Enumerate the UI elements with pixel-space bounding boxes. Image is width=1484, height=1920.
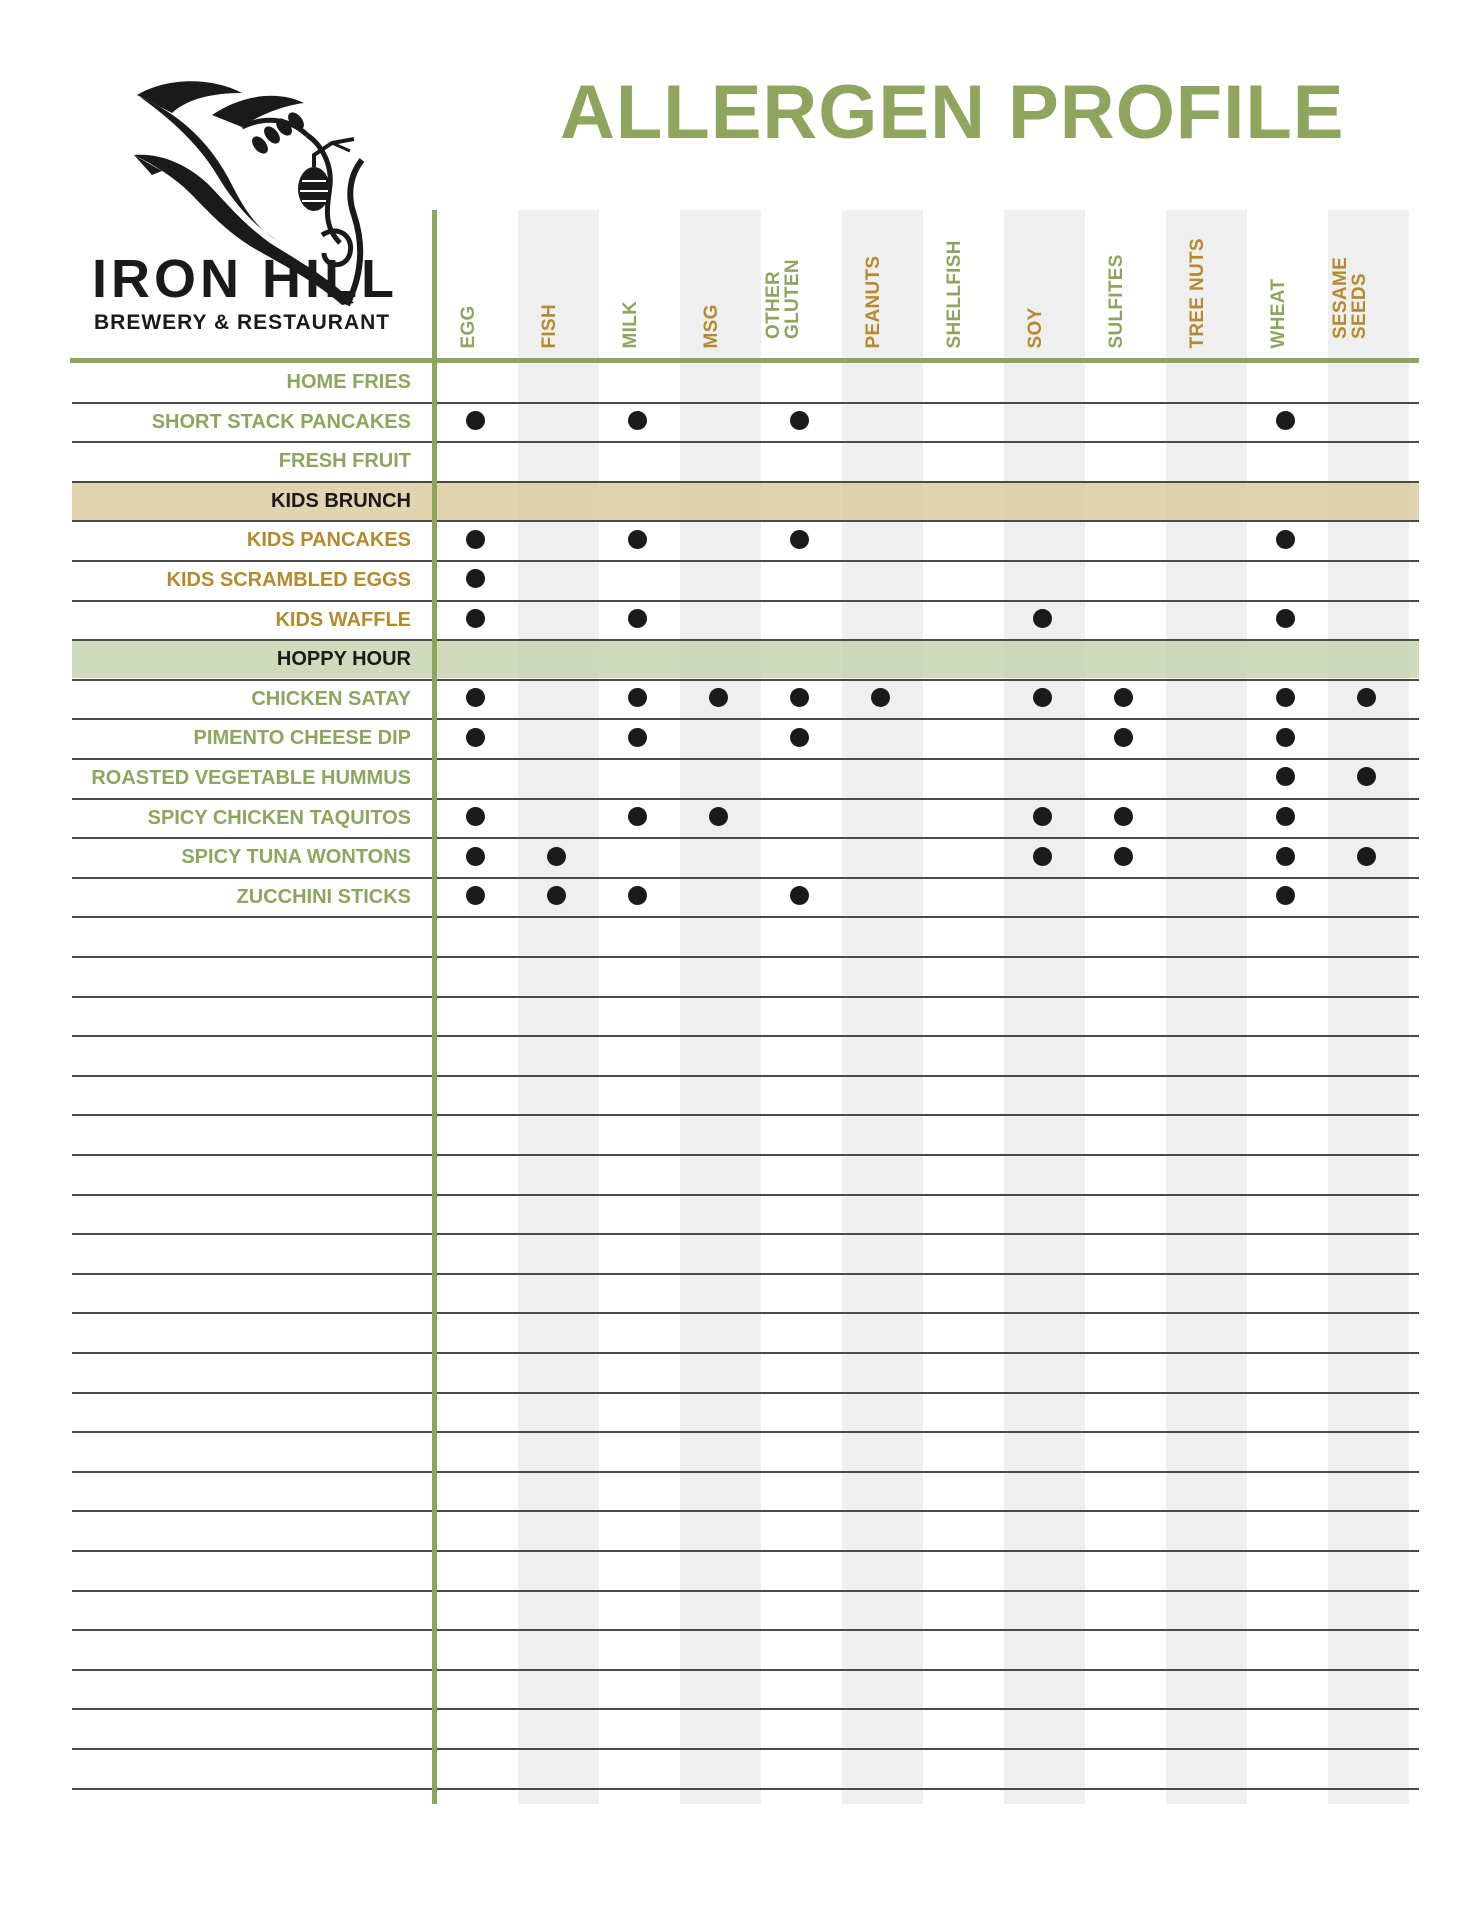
- row-divider: [72, 1392, 1419, 1394]
- row-divider: [72, 1629, 1419, 1631]
- allergen-dot-egg: [466, 530, 485, 549]
- allergen-dot-wheat: [1276, 530, 1295, 549]
- row-divider: [72, 1273, 1419, 1275]
- allergen-dot-other-gluten: [790, 728, 809, 747]
- allergen-dot-egg: [466, 728, 485, 747]
- allergen-dot-fish: [547, 847, 566, 866]
- allergen-dot-sulfites: [1114, 688, 1133, 707]
- row-divider: [72, 1708, 1419, 1710]
- section-heading: HOPPY HOUR: [276, 648, 411, 671]
- menu-item-label: KIDS WAFFLE: [275, 608, 411, 631]
- row-divider: [72, 1194, 1419, 1196]
- allergen-dot-milk: [628, 530, 647, 549]
- allergen-dot-peanuts: [871, 688, 890, 707]
- column-header-wheat: [1247, 200, 1328, 352]
- row-divider: [72, 1075, 1419, 1077]
- column-header-label: OTHER GLUTEN: [762, 259, 803, 339]
- allergen-dot-egg: [466, 609, 485, 628]
- allergen-dot-other-gluten: [790, 411, 809, 430]
- column-stripe: [1328, 210, 1409, 1804]
- allergen-dot-milk: [628, 886, 647, 905]
- column-header-fish: [518, 200, 599, 352]
- allergen-dot-wheat: [1276, 847, 1295, 866]
- allergen-dot-wheat: [1276, 886, 1295, 905]
- column-header-label: SULFITES: [1105, 254, 1127, 349]
- column-header-sulfites: [1085, 200, 1166, 352]
- row-divider: [72, 1035, 1419, 1037]
- allergen-dot-wheat: [1276, 609, 1295, 628]
- menu-item-label: KIDS PANCAKES: [246, 529, 411, 552]
- page-title: ALLERGEN PROFILE: [560, 70, 1345, 155]
- allergen-dot-milk: [628, 807, 647, 826]
- allergen-dot-soy: [1033, 688, 1052, 707]
- section-heading: KIDS BRUNCH: [271, 489, 411, 512]
- menu-item-label: ZUCCHINI STICKS: [236, 885, 411, 908]
- menu-item-label: CHICKEN SATAY: [251, 687, 411, 710]
- menu-item-label: KIDS SCRAMBLED EGGS: [166, 569, 411, 591]
- allergen-dot-egg: [466, 688, 485, 707]
- menu-item-label: FRESH FRUIT: [278, 450, 411, 473]
- row-divider: [72, 639, 1419, 641]
- row-divider: [72, 1114, 1419, 1116]
- row-divider: [72, 1352, 1419, 1354]
- allergen-dot-sesame-seeds: [1357, 688, 1376, 707]
- allergen-dot-sesame-seeds: [1357, 847, 1376, 866]
- column-header-label: PEANUTS: [862, 255, 884, 349]
- allergen-dot-wheat: [1276, 807, 1295, 826]
- allergen-dot-wheat: [1276, 688, 1295, 707]
- allergen-dot-soy: [1033, 807, 1052, 826]
- allergen-dot-wheat: [1276, 728, 1295, 747]
- allergen-dot-egg: [466, 886, 485, 905]
- column-header-peanuts: [842, 200, 923, 352]
- allergen-dot-msg: [709, 807, 728, 826]
- row-divider: [72, 996, 1419, 998]
- brand-tagline: BREWERY & RESTAURANT: [94, 311, 391, 334]
- allergen-dot-msg: [709, 688, 728, 707]
- row-divider: [72, 956, 1419, 958]
- menu-item-label: SPICY TUNA WONTONS: [181, 846, 411, 869]
- row-divider: [72, 916, 1419, 918]
- column-header-label: EGG: [457, 305, 479, 349]
- column-header-label: FISH: [538, 304, 560, 349]
- row-divider: [72, 1233, 1419, 1235]
- menu-item-label: PIMENTO CHEESE DIP: [193, 727, 411, 750]
- menu-item-label: SHORT STACK PANCAKES: [151, 410, 411, 433]
- allergen-dot-sulfites: [1114, 807, 1133, 826]
- row-divider: [72, 1669, 1419, 1671]
- allergen-dot-other-gluten: [790, 886, 809, 905]
- row-divider: [72, 1788, 1419, 1790]
- column-header-label: SOY: [1024, 307, 1046, 349]
- allergen-dot-egg: [466, 807, 485, 826]
- column-stripe: [842, 210, 923, 1804]
- column-stripe: [518, 210, 599, 1804]
- column-header-label: MSG: [700, 304, 722, 349]
- column-stripe: [1166, 210, 1247, 1804]
- row-divider: [72, 1154, 1419, 1156]
- allergen-dot-sulfites: [1114, 728, 1133, 747]
- allergen-dot-soy: [1033, 609, 1052, 628]
- row-divider: [72, 1550, 1419, 1552]
- menu-item-label: ROASTED VEGETABLE HUMMUS: [91, 767, 411, 789]
- column-header-tree-nuts: [1166, 200, 1247, 352]
- column-header-egg: [437, 200, 518, 352]
- column-header-msg: [680, 200, 761, 352]
- header-divider: [70, 358, 1419, 363]
- allergen-dot-egg: [466, 847, 485, 866]
- row-divider: [72, 441, 1419, 443]
- row-divider: [72, 1510, 1419, 1512]
- row-divider: [72, 1471, 1419, 1473]
- row-divider: [72, 1748, 1419, 1750]
- menu-item-label: HOME FRIES: [286, 371, 411, 393]
- row-divider: [72, 1590, 1419, 1592]
- allergen-dot-soy: [1033, 847, 1052, 866]
- allergen-dot-milk: [628, 688, 647, 707]
- allergen-dot-egg: [466, 411, 485, 430]
- column-stripe: [1004, 210, 1085, 1804]
- column-header-shellfish: [923, 200, 1004, 352]
- column-header-label: SHELLFISH: [943, 240, 965, 349]
- column-header-milk: [599, 200, 680, 352]
- allergen-dot-wheat: [1276, 767, 1295, 786]
- brand-name: IRON HILL: [92, 249, 398, 309]
- column-header-label: WHEAT: [1267, 278, 1289, 349]
- allergen-dot-other-gluten: [790, 530, 809, 549]
- allergen-dot-sulfites: [1114, 847, 1133, 866]
- allergen-dot-milk: [628, 609, 647, 628]
- allergen-dot-egg: [466, 569, 485, 588]
- column-header-label: TREE NUTS: [1186, 238, 1208, 349]
- allergen-dot-milk: [628, 728, 647, 747]
- row-divider: [72, 1431, 1419, 1433]
- allergen-dot-other-gluten: [790, 688, 809, 707]
- column-header-other-gluten: [761, 200, 842, 352]
- column-header-sesame-seeds: [1328, 200, 1409, 352]
- column-header-label: SESAME SEEDS: [1329, 256, 1370, 339]
- allergen-dot-fish: [547, 886, 566, 905]
- label-column-divider: [432, 210, 437, 1804]
- allergen-dot-milk: [628, 411, 647, 430]
- row-divider: [72, 600, 1419, 602]
- row-divider: [72, 1312, 1419, 1314]
- menu-item-label: SPICY CHICKEN TAQUITOS: [147, 806, 411, 829]
- column-header-label: MILK: [619, 300, 641, 349]
- section-band: [72, 640, 1419, 678]
- allergen-dot-wheat: [1276, 411, 1295, 430]
- column-header-soy: [1004, 200, 1085, 352]
- column-stripe: [680, 210, 761, 1804]
